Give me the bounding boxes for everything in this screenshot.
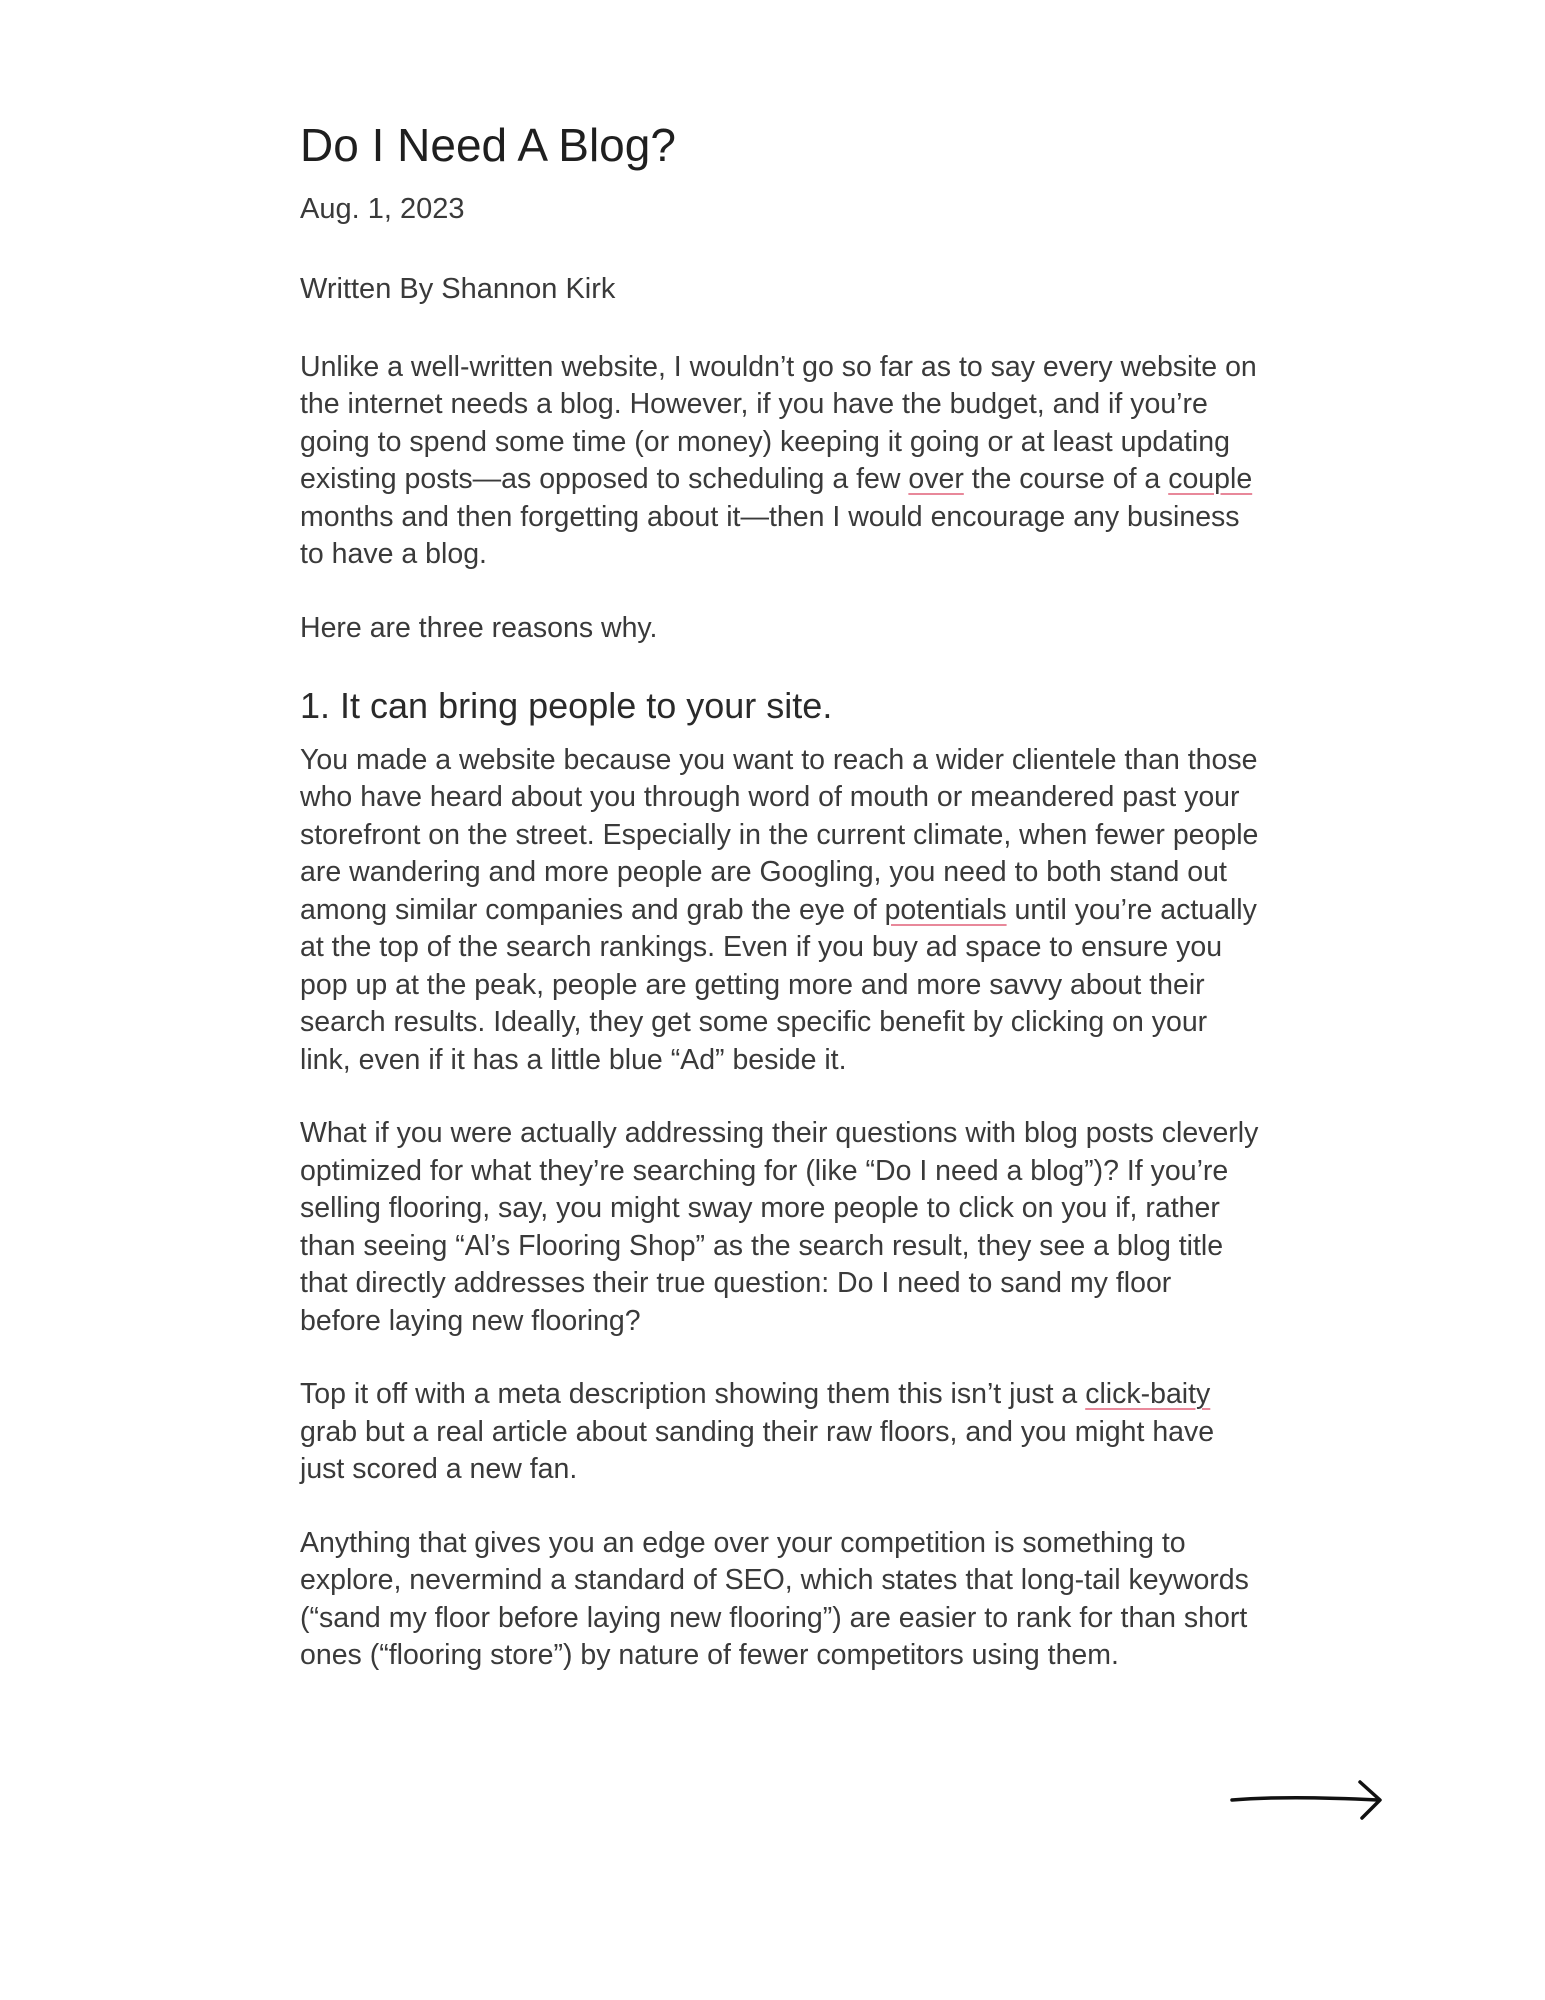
post-date: Aug. 1, 2023 — [300, 193, 465, 226]
section-paragraph: What if you were actually addressing their questions with blog posts cleverly optimized for what they’re searching for (like “Do I need a blog”)? If you’re selling flooring, say, you might sway more people to click on you if, rather than seeing “Al’s Flooring Shop” as the search result, they see a blog title that directly addresses their true question: Do I need to sand my floor before laying new flooring? — [300, 1117, 1259, 1337]
author-byline: Written By Shannon Kirk — [300, 272, 616, 305]
spellcheck-mark: couple — [1168, 463, 1253, 496]
right-arrow-icon[interactable] — [1228, 1770, 1388, 1830]
spellcheck-mark: click-baity — [1085, 1378, 1211, 1411]
reasons-intro: Here are three reasons why. — [300, 611, 658, 644]
article — [300, 118, 1260, 1711]
spellcheck-mark: potentials — [884, 893, 1007, 926]
section-heading: 1. It can bring people to your site. — [300, 685, 833, 727]
intro-paragraph: Unlike a well-written website, I wouldn’t go so far as to say every website on the internet needs a blog. However, if you have the budget, and if you’re going to spend some time (or money) keeping it going or at least updating existing posts—as opposed to scheduling a few over the course of a couple months and then forgetting about it—then I would encourage any business to have a blog. — [300, 350, 1257, 571]
spellcheck-mark: over — [908, 463, 964, 496]
section-paragraph: Top it off with a meta description showing them this isn’t just a click-baity grab but a real article about sanding their raw floors, and you might have just scored a new fan. — [300, 1378, 1215, 1486]
page-title: Do I Need A Blog? — [300, 119, 676, 171]
section-paragraph: You made a website because you want to reach a wider clientele than those who have heard about you through word of mouth or meandered past your storefront on the street. Especially in the current climate, when fewer people are wandering and more people are Googling, you need to both stand out among similar companies and grab the eye of potentials until you’re actually at the top of the search rankings. Even if you buy ad space to ensure you pop up at the peak, people are getting more and more savvy about their search results. Ideally, they get some specific benefit by clicking on your link, even if it has a little blue “Ad” beside it. — [300, 743, 1259, 1076]
section-paragraph: Anything that gives you an edge over your competition is something to explore, nevermind a standard of SEO, which states that long-tail keywords (“sand my floor before laying new flooring”) are easier to rank for than short ones (“flooring store”) by nature of fewer competitors using them. — [300, 1526, 1249, 1672]
